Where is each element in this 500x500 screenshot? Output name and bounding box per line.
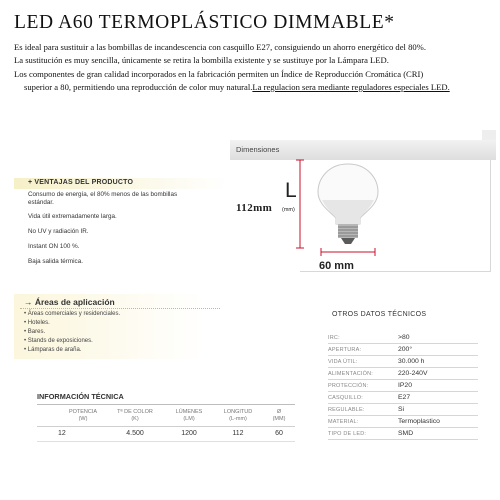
height-unit: (mm)	[282, 207, 295, 213]
spec-key: ALIMENTACIÓN:	[328, 371, 373, 377]
spec-key: MATERIAL:	[328, 419, 359, 425]
spec-key: IRC:	[328, 335, 340, 341]
spec-row	[328, 394, 478, 404]
areas-title: → Áreas de aplicación	[24, 297, 115, 307]
header-label: LÚMENES	[175, 409, 203, 415]
spec-value: 200°	[398, 346, 413, 353]
length-letter: L	[285, 179, 297, 202]
intro-line	[14, 81, 494, 94]
dimensions-label: Dimensiones	[236, 145, 280, 154]
intro-text: superior a 80, permitiendo una reproducción de color muy natural.	[24, 81, 253, 92]
spec-value: SMD	[398, 430, 414, 437]
ventajas-item: Baja salida térmica.	[28, 258, 83, 265]
header-label: LONGITUD	[223, 409, 253, 415]
areas-divider	[20, 308, 220, 309]
info-header	[215, 409, 261, 423]
spec-row	[328, 334, 478, 344]
dimensions-panel	[230, 140, 496, 278]
intro-paragraph	[14, 41, 494, 94]
info-divider	[37, 404, 295, 405]
header-label: POTENCIA	[68, 409, 98, 415]
ventajas-item: Consumo de energía, el 80% menos de las bombillas estándar.	[28, 191, 178, 206]
width-value: 60 mm	[319, 260, 354, 272]
spec-value: 30.000 h	[398, 358, 425, 365]
info-title: INFORMACIÓN TÉCNICA	[37, 392, 124, 401]
spec-key: APERTURA:	[328, 347, 362, 353]
ventajas-item: Vida útil extremadamente larga.	[28, 213, 117, 220]
intro-line: La sustitución es muy sencilla, únicamente se retira la bombilla existente y se sustituye por la Lámpara LED.	[14, 55, 389, 66]
spec-value: E27	[398, 394, 411, 401]
spec-key: PROTECCIÓN:	[328, 383, 369, 389]
spec-value: 220-240V	[398, 370, 428, 377]
header-label: Tª DE COLOR	[117, 409, 153, 415]
spec-row	[328, 370, 478, 380]
areas-item: • Bares.	[24, 329, 46, 335]
spec-value: IP20	[398, 382, 412, 389]
bulb-contact	[341, 238, 355, 244]
info-value: 12	[58, 430, 66, 437]
info-header	[60, 409, 106, 423]
spec-row	[328, 346, 478, 356]
spec-key: VIDA ÚTIL:	[328, 359, 358, 365]
info-value: 60	[275, 430, 283, 437]
info-header	[264, 409, 294, 423]
spec-value: Si	[398, 406, 405, 413]
areas-item: • Lámparas de araña.	[24, 347, 82, 353]
header-unit: (MM)	[272, 416, 286, 422]
info-divider	[37, 441, 295, 442]
panel-corner-tab	[482, 130, 496, 140]
header-unit: (W)	[78, 416, 88, 422]
areas-item: • Áreas comerciales y residenciales.	[24, 311, 121, 317]
info-header	[112, 409, 158, 423]
ventajas-title: + VENTAJAS DEL PRODUCTO	[28, 179, 134, 186]
info-divider	[37, 426, 295, 427]
header-label: Ø	[276, 409, 282, 415]
header-unit: (LM)	[183, 416, 195, 422]
page-title: LED A60 TERMOPLÁSTICO DIMMABLE*	[14, 12, 395, 33]
info-header	[167, 409, 211, 423]
areas-item: • Stands de exposiciones.	[24, 338, 93, 344]
height-value: 112mm	[236, 202, 273, 214]
spec-row	[328, 358, 478, 368]
info-value: 1200	[181, 430, 197, 437]
spec-row	[328, 430, 478, 440]
spec-row	[328, 406, 478, 416]
spec-row	[328, 418, 478, 428]
regulation-note: La regulacion sera mediante reguladores especiales LED.	[252, 81, 450, 92]
spec-key: TIPO DE LED:	[328, 431, 367, 437]
ventajas-item: Instant ON 100 %.	[28, 243, 80, 250]
ventajas-item: No UV y radiación IR.	[28, 228, 89, 235]
info-value: 112	[232, 430, 244, 437]
info-value: 4.500	[126, 430, 144, 437]
header-unit: (K)	[131, 416, 139, 422]
spec-key: CASQUILLO:	[328, 395, 364, 401]
areas-item: • Hoteles.	[24, 320, 50, 326]
spec-key: REGULABLE:	[328, 407, 365, 413]
spec-value: >80	[398, 334, 410, 341]
intro-line: Los componentes de gran calidad incorporados en la fabricación permiten un Índice de Reproducción Cromática (CRI)	[14, 68, 424, 79]
intro-line: Es ideal para sustituir a las bombillas de incandescencia con casquillo E27, consiguiendo un ahorro energético del 80%.	[14, 42, 426, 52]
otros-title: OTROS DATOS TÉCNICOS	[332, 311, 427, 318]
header-unit: (L-mm)	[229, 416, 247, 422]
spec-value: Termoplastico	[398, 418, 440, 425]
spec-row	[328, 382, 478, 392]
